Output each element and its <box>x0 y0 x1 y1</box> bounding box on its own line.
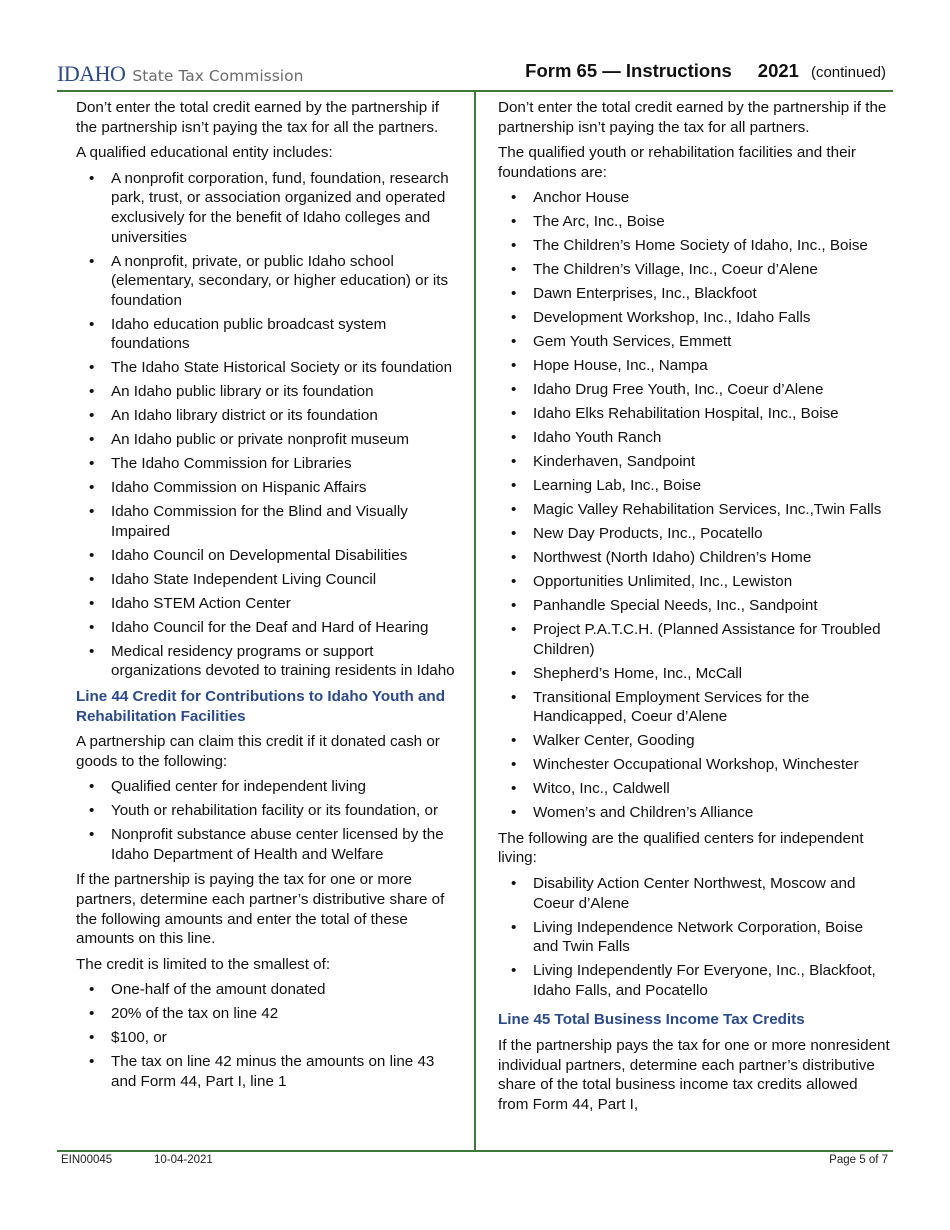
list-item: • One-half of the amount donated <box>76 980 460 1000</box>
list-item: • Idaho STEM Action Center <box>76 594 460 614</box>
list-item: • Idaho Elks Rehabilitation Hospital, Inc., Boise <box>498 404 892 424</box>
form-year: 2021 <box>757 60 799 81</box>
list-item: • Idaho Youth Ranch <box>498 428 892 448</box>
line44-list <box>76 777 460 864</box>
line44-intro: A partnership can claim this credit if it donated cash or goods to the following: <box>76 733 440 770</box>
list-item: • Opportunities Unlimited, Inc., Lewiston <box>498 572 892 592</box>
list-item: • Dawn Enterprises, Inc., Blackfoot <box>498 284 892 304</box>
list-item: • The Idaho Commission for Libraries <box>76 454 460 474</box>
continued-label: (continued) <box>810 64 886 81</box>
column-divider <box>474 91 476 1151</box>
list-item: • Gem Youth Services, Emmett <box>498 332 892 352</box>
page-number: Page 5 of 7 <box>829 1154 888 1166</box>
list-item: • Youth or rehabilitation facility or its foundation, or <box>76 801 460 821</box>
list-item: • Idaho Commission on Hispanic Affairs <box>76 478 460 498</box>
left-intro: Don’t enter the total credit earned by the partnership if the partnership isn’t paying the tax for all the partners. <box>76 99 440 136</box>
list-item: • Panhandle Special Needs, Inc., Sandpoint <box>498 596 892 616</box>
limit-list <box>76 980 460 1091</box>
list-item: • The Children’s Home Society of Idaho, Inc., Boise <box>498 236 892 256</box>
right-column <box>498 98 892 1120</box>
list-item: • Kinderhaven, Sandpoint <box>498 452 892 472</box>
page-header <box>0 0 950 92</box>
list-item: • Magic Valley Rehabilitation Services, Inc.,Twin Falls <box>498 500 892 520</box>
list-item: • Idaho education public broadcast system foundations <box>76 315 460 354</box>
agency-logo <box>57 61 303 87</box>
form-title <box>525 60 886 82</box>
revision-date: 10-04-2021 <box>154 1154 213 1166</box>
list-item: • The Arc, Inc., Boise <box>498 212 892 232</box>
list-item: • Walker Center, Gooding <box>498 731 892 751</box>
list-item: • A nonprofit corporation, fund, foundation, research park, trust, or association organized and operated exclusively for the benefit of Idaho colleges and universities <box>76 169 460 247</box>
list-item: • Anchor House <box>498 188 892 208</box>
entity-intro: A qualified educational entity includes: <box>76 144 333 162</box>
list-item: • Witco, Inc., Caldwell <box>498 779 892 799</box>
list-item: • The tax on line 42 minus the amounts on line 43 and Form 44, Part I, line 1 <box>76 1052 460 1091</box>
list-item: • $100, or <box>76 1028 460 1048</box>
list-item: • Idaho State Independent Living Council <box>76 570 460 590</box>
list-item: • The Children’s Village, Inc., Coeur d’Alene <box>498 260 892 280</box>
facilities-list <box>498 188 892 822</box>
list-item: • An Idaho public or private nonprofit museum <box>76 430 460 450</box>
list-item: • Shepherd’s Home, Inc., McCall <box>498 664 892 684</box>
right-intro: Don’t enter the total credit earned by the partnership if the partnership isn’t paying the tax for all partners. <box>498 99 887 136</box>
list-item: • An Idaho library district or its foundation <box>76 406 460 426</box>
footer-divider <box>57 1150 893 1152</box>
list-item: • Nonprofit substance abuse center licensed by the Idaho Department of Health and Welfare <box>76 825 460 864</box>
form-name: Form 65 — Instructions <box>525 60 732 81</box>
list-item: • Winchester Occupational Workshop, Winchester <box>498 755 892 775</box>
list-item: • Living Independence Network Corporation, Boise and Twin Falls <box>498 918 892 957</box>
list-item: • Transitional Employment Services for the Handicapped, Coeur d’Alene <box>498 688 892 727</box>
list-item: • An Idaho public library or its foundation <box>76 382 460 402</box>
idaho-wordmark: IDAHO <box>57 61 126 86</box>
list-item: • Qualified center for independent living <box>76 777 460 797</box>
list-item: • Northwest (North Idaho) Children’s Home <box>498 548 892 568</box>
list-item: • New Day Products, Inc., Pocatello <box>498 524 892 544</box>
centers-intro: The following are the qualified centers for independent living: <box>498 829 864 867</box>
list-item: • A nonprofit, private, or public Idaho school (elementary, secondary, or higher education) or its foundation <box>76 252 460 311</box>
list-item: • Development Workshop, Inc., Idaho Falls <box>498 308 892 328</box>
list-item: • Disability Action Center Northwest, Moscow and Coeur d’Alene <box>498 874 892 913</box>
agency-name: State Tax Commission <box>132 67 304 85</box>
limit-intro: The credit is limited to the smallest of: <box>76 955 331 973</box>
list-item: • Idaho Council for the Deaf and Hard of Hearing <box>76 618 460 638</box>
list-item: • Idaho Commission for the Blind and Visually Impaired <box>76 502 460 541</box>
list-item: • Idaho Council on Developmental Disabilities <box>76 546 460 566</box>
list-item: • Idaho Drug Free Youth, Inc., Coeur d’Alene <box>498 380 892 400</box>
list-item: • Hope House, Inc., Nampa <box>498 356 892 376</box>
list-item: • Project P.A.T.C.H. (Planned Assistance for Troubled Children) <box>498 620 892 659</box>
line45-paragraph: If the partnership pays the tax for one or more nonresident individual partners, determine each partner’s distributive share of the total business income tax credits allowed from Form 44, Part I, <box>498 1036 890 1113</box>
list-item: • Medical residency programs or support organizations devoted to training residents in Idaho <box>76 642 460 681</box>
line44-heading: Line 44 Credit for Contributions to Idaho Youth and Rehabilitation Facilities <box>76 687 445 725</box>
line44-paragraph: If the partnership is paying the tax for one or more partners, determine each partner’s distributive share of the following amounts and enter the total of these amounts on this line. <box>76 871 445 948</box>
list-item: • The Idaho State Historical Society or its foundation <box>76 358 460 378</box>
left-column <box>76 98 460 1098</box>
line45-heading: Line 45 Total Business Income Tax Credits <box>498 1011 805 1029</box>
centers-list <box>498 874 892 1000</box>
list-item: • 20% of the tax on line 42 <box>76 1004 460 1024</box>
list-item: • Living Independently For Everyone, Inc., Blackfoot, Idaho Falls, and Pocatello <box>498 961 892 1000</box>
form-code: EIN00045 <box>61 1154 113 1166</box>
entity-list <box>76 169 460 681</box>
list-item: • Learning Lab, Inc., Boise <box>498 476 892 496</box>
list-item: • Women’s and Children’s Alliance <box>498 803 892 823</box>
facilities-intro: The qualified youth or rehabilitation facilities and their foundations are: <box>498 144 856 181</box>
